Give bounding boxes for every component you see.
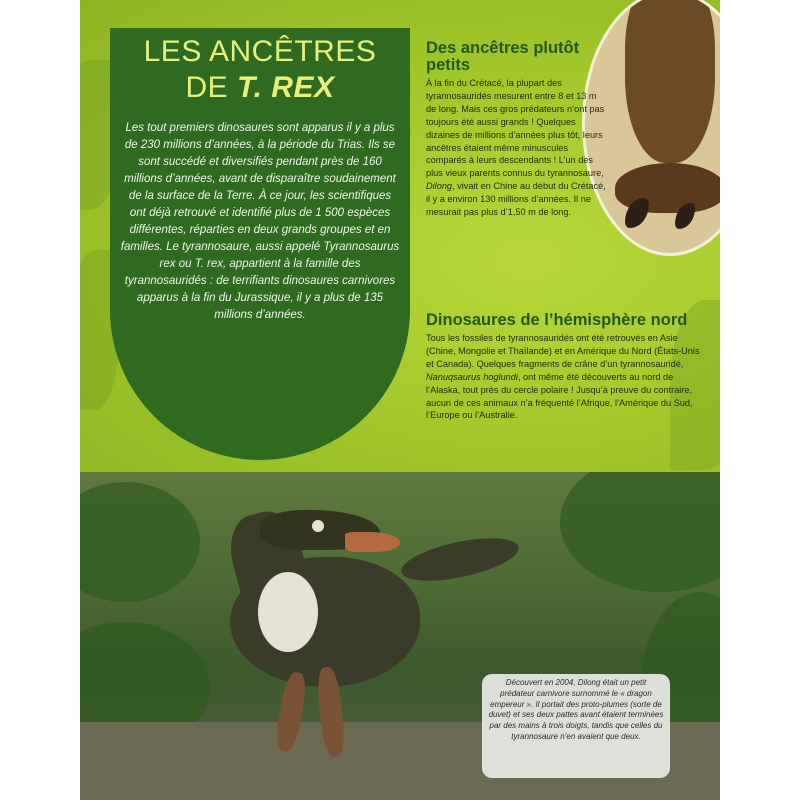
- claw-leg: [625, 0, 715, 163]
- title-panel: [110, 28, 410, 460]
- section-northern-hemisphere: [426, 312, 706, 422]
- dino-chest: [258, 572, 318, 652]
- image-caption: Découvert en 2004, Dilong était un petit prédateur carnivore surnommé le « dragon empereur ». Il portait des proto-plumes (sorte de duvet) et ses deux pattes avant étaient terminées par des mains à trois doigts, tandis que celles du tyrannosaure n’en avaient que deux.: [482, 674, 670, 778]
- dino-eye: [312, 520, 324, 532]
- species-name: Dilong: [426, 181, 453, 192]
- section-text-part: À la fin du Crétacé, la plupart des tyrannosauridés mesurent entre 8 et 13 m de long. Mais ces gros prédateurs n’ont pas toujours été aussi grands ! Quelques dizaines de millions d’années plus tôt, leurs ancêtres étaient même minuscules comparés à leurs descendants ! L’un des plus vieux parents connus du tyrannosaure,: [426, 78, 605, 179]
- section-text: [426, 77, 606, 219]
- title-line-1: LES ANCÊTRES: [143, 35, 377, 68]
- intro-paragraph: Les tout premiers dinosaures sont apparus il y a plus de 230 millions d’années, à la période du Trias. Ils se sont succédé et diversifiés pendant près de 160 millions d’années, avant de disparaître soudainement de la surface de la Terre. À ce jour, les scientifiques ont déjà retrouvé et identifié plus de 1 500 espèces différentes, réparties en deux grands groupes et en familles. Le tyrannosaure, aussi appelé Tyrannosaurus rex ou T. rex, appartient à la famille des tyrannosauridés : de terrifiants dinosaures carnivores apparus à la fin du Jurassique, il y a plus de 135 millions d’années.: [120, 122, 400, 321]
- page-title: [110, 34, 410, 106]
- species-name: Nanuqsaurus hoglundi: [426, 371, 518, 382]
- dino-beak: [345, 532, 400, 552]
- dino-tail: [398, 530, 523, 589]
- title-line-2-emphasis: T. REX: [237, 71, 335, 104]
- title-line-2-prefix: DE: [185, 71, 238, 104]
- section-heading: Dinosaures de l’hémisphère nord: [426, 311, 688, 329]
- section-text: [426, 332, 706, 422]
- section-small-ancestors: [426, 40, 606, 219]
- section-text-part: , vivait en Chine au début du Crétacé, il y a environ 130 millions d’années. Il ne mesurait pas plus d’1,50 m de long.: [426, 181, 606, 218]
- top-green-section: [80, 0, 720, 472]
- page: [80, 0, 720, 800]
- section-text-part: Tous les fossiles de tyrannosauridés ont été retrouvés en Asie (Chine, Mongolie et Thaïlande) et en Amérique du Nord (États-Unis et Canada). Quelques fragments de crâne d’un tyrannosauridé,: [426, 333, 700, 369]
- section-heading: Des ancêtres plutôt petits: [426, 39, 580, 74]
- fern-decoration: [80, 482, 200, 602]
- section-text-part: , ont même été découverts au nord de l’Alaska, tout près du cercle polaire ! Jusqu’à preuve du contraire, aucun de ces animaux n’a fréquenté l’Afrique, l’Amérique du Sud, l’Europe ou l’Australie.: [426, 371, 693, 421]
- dilong-illustration: [80, 472, 720, 800]
- fern-decoration: [560, 472, 720, 592]
